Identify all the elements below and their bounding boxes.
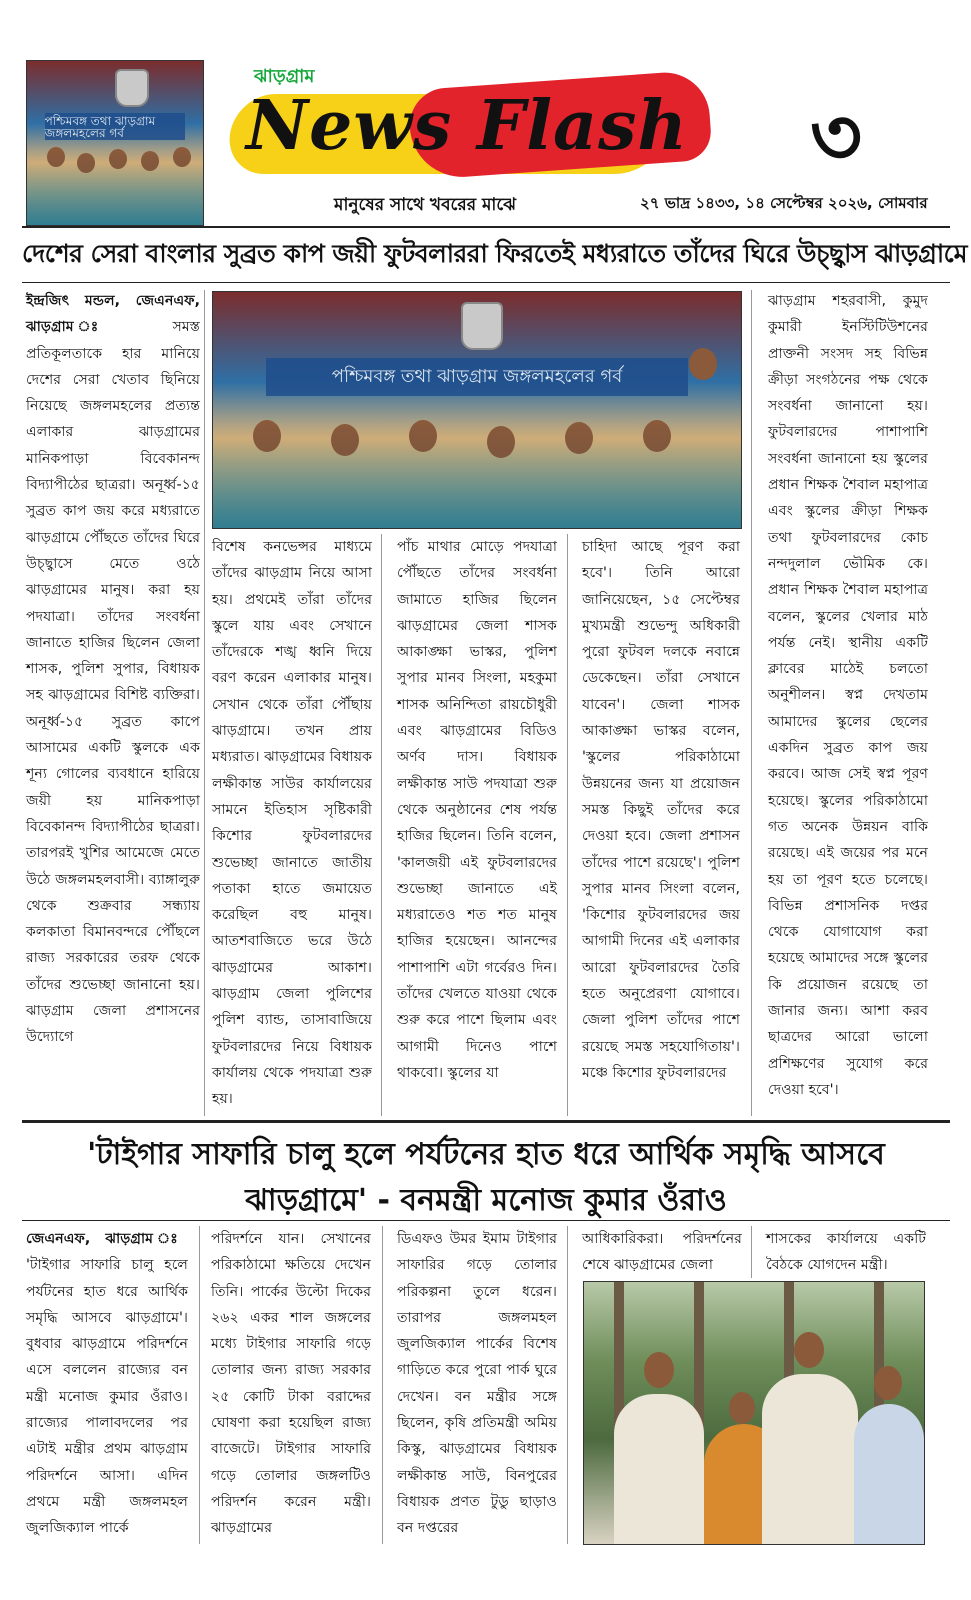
article1-column-3 [397, 534, 557, 1118]
brand-name: News Flash [246, 86, 688, 166]
article-divider [22, 1120, 950, 1123]
article2-col2-text: পরিদর্শনে যান। সেখানের পরিকাঠামো ক্ষতিয়ে দেখেন তিনি। পার্কের উল্টো দিকের ২৬২ একর শাল জঙ্গলের মধ্যে টাইগার সাফারি গড়ে তোলার জন্য রাজ্য সরকার ২৫ কোটি টাকা বরাদ্দের ঘোষণা করা হয়েছিল রাজ্য বাজেটে। টাইগার সাফারি গড়ে তোলার জঙ্গলটিও পরিদর্শন করেন মন্ত্রী। ঝাড়গ্রামের [211, 1231, 371, 1537]
masthead-divider [22, 226, 950, 228]
column-divider [751, 290, 752, 1116]
article1-col2-text: বিশেষ কনভেন্সর মাধ্যমে তাঁদের ঝাড়গ্রাম নিয়ে আসা হয়। প্রথমেই তাঁরা তাঁদের স্কুলে যায় এবং সেখানে তাঁদেরকে শঙ্খ ধ্বনি দিয়ে বরণ করেন এলাকার মানুষ। সেখান থেকে তাঁরা পৌঁছায় ঝাড়গ্রামে। তখন প্রায় মধ্যরাত। ঝাড়গ্রামের বিধায়ক লক্ষীকান্ত সাউর কার্যালয়ের সামনে ইতিহাস সৃষ্টিকারী কিশোর ফুটবলারদের শুভেচ্ছা জানাতে জাতীয় পতাকা হাতে জমায়েত করেছিল বহু মানুষ। আতশবাজিতে ভরে উঠে ঝাড়গ্রামের আকাশ। ঝাড়গ্রাম জেলা পুলিশের পুলিশ ব্যান্ড, তাসাবাজিয়ে ফুটবলারদের নিয়ে বিধায়ক কার্যালয় থেকে পদযাত্রা শুরু হয়। [212, 539, 373, 1108]
trophy-icon [461, 302, 503, 350]
trophy-icon [115, 69, 149, 107]
article2-headline-divider [22, 1220, 950, 1221]
article2-column-5 [766, 1226, 926, 1282]
article1-column-2 [212, 534, 372, 1118]
article1-col4-text: চাহিদা আছে পূরণ করা হবে'। তিনি আরো জানিয়েছেন, ১৫ সেপ্টেম্বর মুখ্যমন্ত্রী শুভেন্দু অধিকারী পুরো ফুটবল দলকে নবান্নে ডেকেছেন। তাঁরা সেখানে যাবেন'। জেলা শাসক আকাঙ্ক্ষা ভাস্কর বলেন, 'স্কুলের পরিকাঠামো উন্নয়নের জন্য যা প্রয়োজন সমস্ত কিছুই তাঁদের করে দেওয়া হবে। জেলা প্রশাসন তাঁদের পাশে রয়েছে'। পুলিশ সুপার মানব সিংলা বলেন, 'কিশোর ফুটবলারদের জয় আগামী দিনের এই এলাকার আরো ফুটবলারদের তৈরি হতে অনুপ্রেরণা যোগাবে। জেলা পুলিশ তাঁদের পাশে রয়েছে সমস্ত সহযোগিতায়'। মঞ্চে কিশোর ফুটবলারদের [582, 539, 740, 1081]
article1-column-1 [26, 288, 200, 1118]
article2-headline-line2: ঝাড়গ্রামে' - বনমন্ত্রী মনোজ কুমার ওঁরাও [245, 1183, 727, 1218]
article2-col4-text: আধিকারিকরা। পরিদর্শনের শেষে ঝাড়গ্রামের জেলা [582, 1231, 742, 1274]
article1-byline: ইন্দ্রজিৎ মন্ডল, জেএনএফ, ঝাড়গ্রাম ঃ [26, 293, 200, 336]
column-divider [567, 1226, 568, 1544]
article2-photo [583, 1281, 925, 1545]
masthead-photo [26, 60, 204, 226]
article2-byline: জেএনএফ, ঝাড়গ্রাম ঃ [26, 1231, 188, 1247]
column-divider [382, 1226, 383, 1544]
article1-col1-text: সমস্ত প্রতিকূলতাকে হার মানিয়ে দেশের সেরা খেতাব ছিনিয়ে নিয়েছে জঙ্গলমহলের প্রত্যন্ত এলাকার ঝাড়গ্রামের মানিকপাড়া বিবেকানন্দ বিদ্যাপীঠের ছাত্ররা। অনূর্ধ্ব-১৫ সুব্রত কাপ জয় করে মধ্যরাতে ঝাড়গ্রামে পৌঁছতে তাঁদের ঘিরে উচ্ছ্বাসে মেতে ওঠে ঝাড়গ্রামের মানুষ। করা হয় পদযাত্রা। তাঁদের সংবর্ধনা জানাতে হাজির ছিলেন জেলা শাসক, পুলিশ সুপার, বিধায়ক সহ ঝাড়গ্রামের বিশিষ্ট ব্যক্তিরা। অনূর্ধ্ব-১৫ সুব্রত কাপে আসামের একটি স্কুলকে এক শূন্য গোলের ব্যবধানে হারিয়ে জয়ী হয় মানিকপাড়া বিবেকানন্দ বিদ্যাপীঠের ছাত্ররা। তারপরই খুশির আমেজে মেতে উঠে জঙ্গলমহলবাসী। ব্যাঙ্গালুরু থেকে শুক্রবার সন্ধ্যায় কলকাতা বিমানবন্দরে পৌঁছলে রাজ্য সরকারের তরফ থেকে তাঁদের শুভেচ্ছা জানানো হয়। ঝাড়গ্রাম জেলা প্রশাসনের উদ্যোগে [26, 319, 200, 1046]
column-divider [199, 1226, 200, 1544]
article2-col3-text: ডিএফও উমর ইমাম টাইগার সাফারির গড়ে তোলার পরিকল্পনা তুলে ধরেন। তারাপর জঙ্গলমহল জুলজিক্যাল পার্কের বিশেষ গাড়িতে করে পুরো পার্ক ঘুরে দেখেন। বন মন্ত্রীর সঙ্গে ছিলেন, কৃষি প্রতিমন্ত্রী অমিয় কিস্কু, ঝাড়গ্রামের বিধায়ক লক্ষীকান্ত সাউ, বিনপুরের বিধায়ক প্রণত টুডু ছাড়াও বন দপ্তরের [397, 1231, 557, 1537]
article2-col1-text: 'টাইগার সাফারি চালু হলে পর্যটনের হাত ধরে আর্থিক সমৃদ্ধি আসবে ঝাড়গ্রামে'। বুধবার ঝাড়গ্রামে পরিদর্শনে এসে বললেন রাজ্যের বন মন্ত্রী মনোজ কুমার ওঁরাও। রাজ্যের পালাবদলের পর এটাই মন্ত্রীর প্রথম ঝাড়গ্রাম পরিদর্শনে আসা। এদিন প্রথমে মন্ত্রী জঙ্গলমহল জুলজিক্যাল পার্কে [26, 1257, 188, 1537]
article1-column-4 [582, 534, 740, 1118]
column-divider [751, 1226, 752, 1278]
article1-column-5 [768, 288, 928, 1118]
article1-col5-text: ঝাড়গ্রাম শহরবাসী, কুমুদ কুমারী ইনস্টিটিউশনের প্রাক্তনী সংসদ সহ বিভিন্ন ক্রীড়া সংগঠনের পক্ষ থেকে সংবর্ধনা জানানো হয়। ফুটবলারদের পাশাপাশি সংবর্ধনা জানানো হয় স্কুলের প্রধান শিক্ষক শৈবাল মহাপাত্র এবং স্কুলের ক্রীড়া শিক্ষক তথা ফুটবলারদের কোচ নন্দদুলাল ভৌমিক কে। প্রধান শিক্ষক শৈবাল মহাপাত্র বলেন, স্কুলের খেলার মাঠ পর্যন্ত নেই। স্থানীয় একটি ক্লাবের মাঠেই চলতো অনুশীলন। স্বপ্ন দেখতাম আমাদের স্কুলের ছেলের একদিন সুব্রত কাপ জয় করবে। আজ সেই স্বপ্ন পূরণ হয়েছে। স্কুলের পরিকাঠামো গত অনেক উন্নয়ন বাকি রয়েছে। এই জয়ের পর মনে হয় তা পূরণ হতে চলেছে। বিভিন্ন প্রশাসনিক দপ্তর থেকে যোগাযোগ করা হয়েছে আমাদের সঙ্গে স্কুলের কি প্রয়োজন রয়েছে তা জানার জন্য। আশা করব ছাত্রদের আরো ভালো প্রশিক্ষণের সুযোগ করে দেওয়া হবে'। [768, 293, 928, 1098]
article2-column-3 [397, 1226, 557, 1546]
column-divider [204, 290, 205, 1116]
tagline: মানুষের সাথে খবরের মাঝে [334, 195, 517, 215]
article2-column-1 [26, 1226, 188, 1546]
article1-col3-text: পাঁচ মাথার মোড়ে পদযাত্রা পৌঁছতে তাঁদের সংবর্ধনা জামাতে হাজির ছিলেন ঝাড়গ্রামের জেলা শাসক আকাঙ্ক্ষা ভাস্কর, পুলিশ সুপার মানব সিংলা, মহকুমা শাসক অনিন্দিতা রায়চৌধুরী এবং ঝাড়গ্রামের বিডিও অর্ণব দাস। বিধায়ক লক্ষীকান্ত সাউ পদযাত্রা শুরু থেকে অনুষ্ঠানের শেষ পর্যন্ত হাজির ছিলেন। তিনি বলেন, 'কালজয়ী এই ফুটবলারদের শুভেচ্ছা জানাতে এই মধ্যরাতেও শত শত মানুষ হাজির হয়েছেন। আনন্দের পাশাপাশি এটা গর্বেরও দিন। তাঁদের খেলতে যাওয়া থেকে শুরু করে পাশে ছিলাম এবং আগামী দিনেও পাশে থাকবো। স্কুলের যা [397, 539, 557, 1081]
article1-photo [212, 291, 742, 529]
article1-photo-banner: পশ্চিমবঙ্গ তথা ঝাড়গ্রাম জঙ্গলমহলের গর্ব [266, 358, 688, 396]
dateline: ২৭ ভাদ্র ১৪৩৩, ১৪ সেপ্টেম্বর ২০২৬, সোমবার [640, 194, 928, 212]
masthead-photo-banner: পশ্চিমবঙ্গ তথা ঝাড়গ্রাম জঙ্গলমহলের গর্ব [45, 113, 186, 139]
article2-col5-text: শাসকের কার্যালয়ে একটি বৈঠকে যোগদেন মন্ত্রী। [766, 1231, 926, 1274]
brand-top-label: ঝাড়গ্রাম [254, 66, 315, 87]
article2-column-4 [582, 1226, 742, 1282]
article1-headline: দেশের সেরা বাংলার সুব্রত কাপ জয়ী ফুটবলাররা ফিরতেই মধ্যরাতে তাঁদের ঘিরে উচ্ছ্বাস ঝাড়গ্রামে [22, 239, 968, 268]
article1-headline-divider [22, 282, 950, 283]
column-divider [381, 534, 382, 1116]
article2-headline-line1: 'টাইগার সাফারি চালু হলে পর্যটনের হাত ধরে আর্থিক সমৃদ্ধি আসবে [87, 1137, 885, 1172]
page-number: ৩ [810, 89, 863, 183]
article2-column-2 [211, 1226, 371, 1546]
column-divider [567, 534, 568, 1116]
